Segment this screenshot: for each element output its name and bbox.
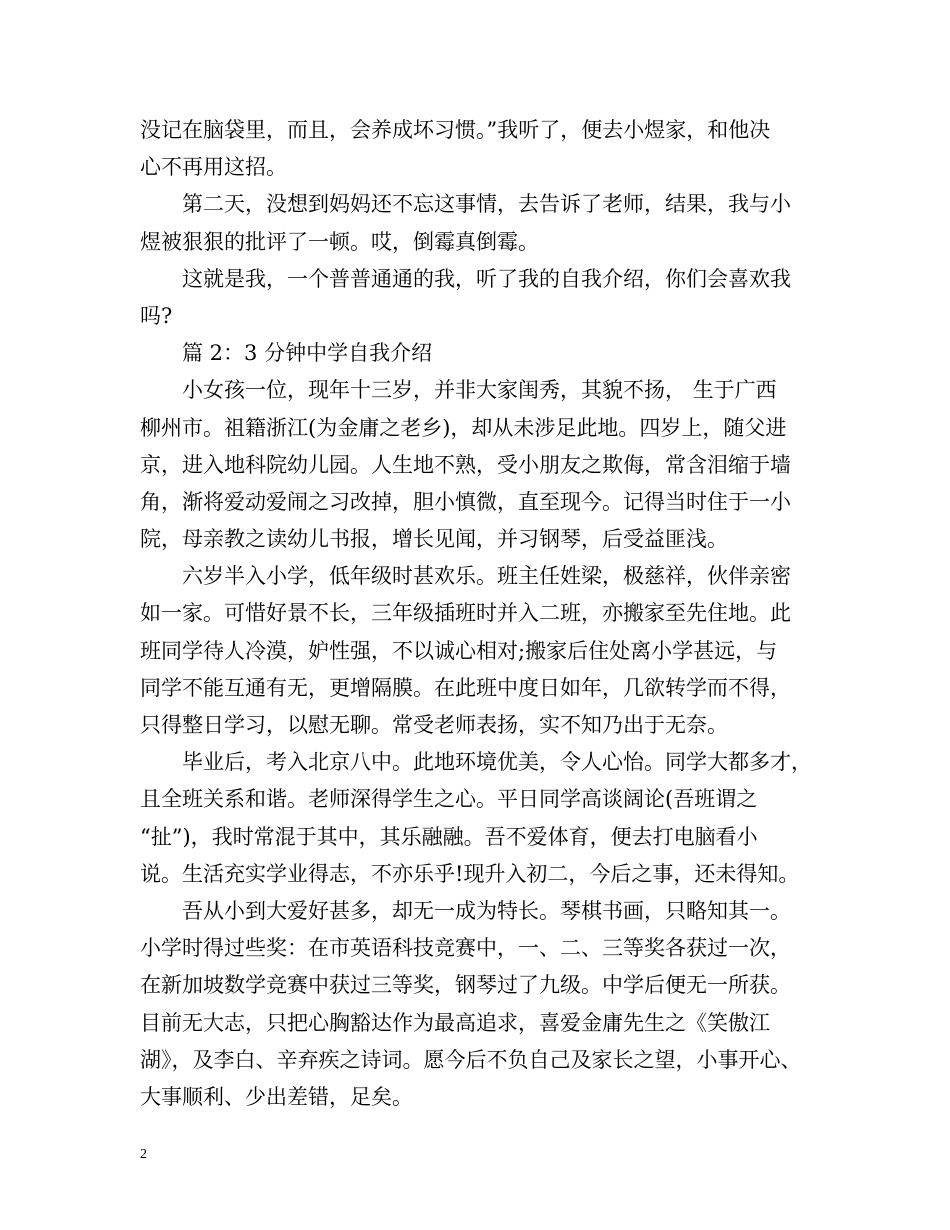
text-line: 没记在脑袋里，而且，会养成坏习惯。”我听了，便去小煜家，和他决 — [140, 118, 771, 142]
text-line: 且全班关系和谐。老师深得学生之心。平日同学高谈阔论(吾班谓之 — [140, 787, 758, 812]
text-line: 说。生活充实学业得志，不亦乐乎!现升入初二，今后之事，还未得知。 — [140, 861, 800, 886]
body-text — [140, 112, 830, 1116]
text-line: 院，母亲教之读幼儿书报，增长见闻，并习钢琴，后受益匪浅。 — [140, 527, 728, 552]
text-line: 小学时得过些奖：在市英语科技竞赛中，一、二、三等奖各获过一次， — [140, 936, 791, 961]
text-line: 大事顺利、少出差错，足矣。 — [140, 1084, 413, 1109]
text-line: 如一家。可惜好景不长，三年级插班时并入二班，亦搬家至先住地。此 — [140, 601, 791, 626]
text-line: 第二天，没想到妈妈还不忘这事情，去告诉了老师，结果，我与小 — [182, 192, 791, 217]
text-line: 心不再用这招。 — [140, 155, 287, 180]
text-line: 只得整日学习，以慰无聊。常受老师表扬，实不知乃出于无奈。 — [140, 713, 728, 737]
text-line: 角，渐将爱动爱闹之习改掉，胆小慎微，直至现今。记得当时住于一小 — [140, 489, 791, 514]
section-heading: 篇 2：3 分钟中学自我介绍 — [182, 341, 433, 366]
text-line: 六岁半入小学，低年级时甚欢乐。班主任姓梁，极慈祥，伙伴亲密 — [182, 564, 791, 589]
page-number: 2 — [140, 1147, 147, 1162]
text-line: 这就是我，一个普普通通的我，听了我的自我介绍，你们会喜欢我 — [182, 266, 791, 291]
text-line: 毕业后，考入北京八中。此地环境优美，令人心怡。同学大都多才， — [182, 750, 812, 775]
text-line: 柳州市。祖籍浙江(为金庸之老乡)，却从未涉足此地。四岁上，随父进 — [140, 415, 787, 440]
text-line: 目前无大志，只把心胸豁达作为最高追求，喜爱金庸先生之《笑傲江 — [140, 1010, 770, 1035]
text-line: 小女孩一位，现年十三岁，并非大家闺秀，其貌不扬， 生于广西 — [182, 378, 777, 403]
text-line: 吾从小到大爱好甚多，却无一成为特长。琴棋书画，只略知其一。 — [182, 898, 791, 923]
text-line: 湖》，及李白、辛弃疾之诗词。愿今后不负自己及家长之望，小事开心、 — [140, 1047, 802, 1072]
text-line: 煜被狠狠的批评了一顿。哎，倒霉真倒霉。 — [140, 229, 539, 254]
text-line: 同学不能互通有无，更增隔膜。在此班中度日如年，几欲转学而不得， — [140, 675, 791, 700]
text-line: 在新加坡数学竞赛中获过三等奖，钢琴过了九级。中学后便无一所获。 — [140, 973, 791, 998]
text-line: “扯”)，我时常混于其中，其乐融融。吾不爱体育，便去打电脑看小 — [140, 824, 758, 849]
text-line: 吗? — [140, 303, 173, 328]
text-line: 京，进入地科院幼儿园。人生地不熟，受小朋友之欺侮，常含泪缩于墙 — [140, 452, 791, 477]
text-line: 班同学待人冷漠，妒性强，不以诚心相对;搬家后住处离小学甚远，与 — [140, 638, 778, 663]
